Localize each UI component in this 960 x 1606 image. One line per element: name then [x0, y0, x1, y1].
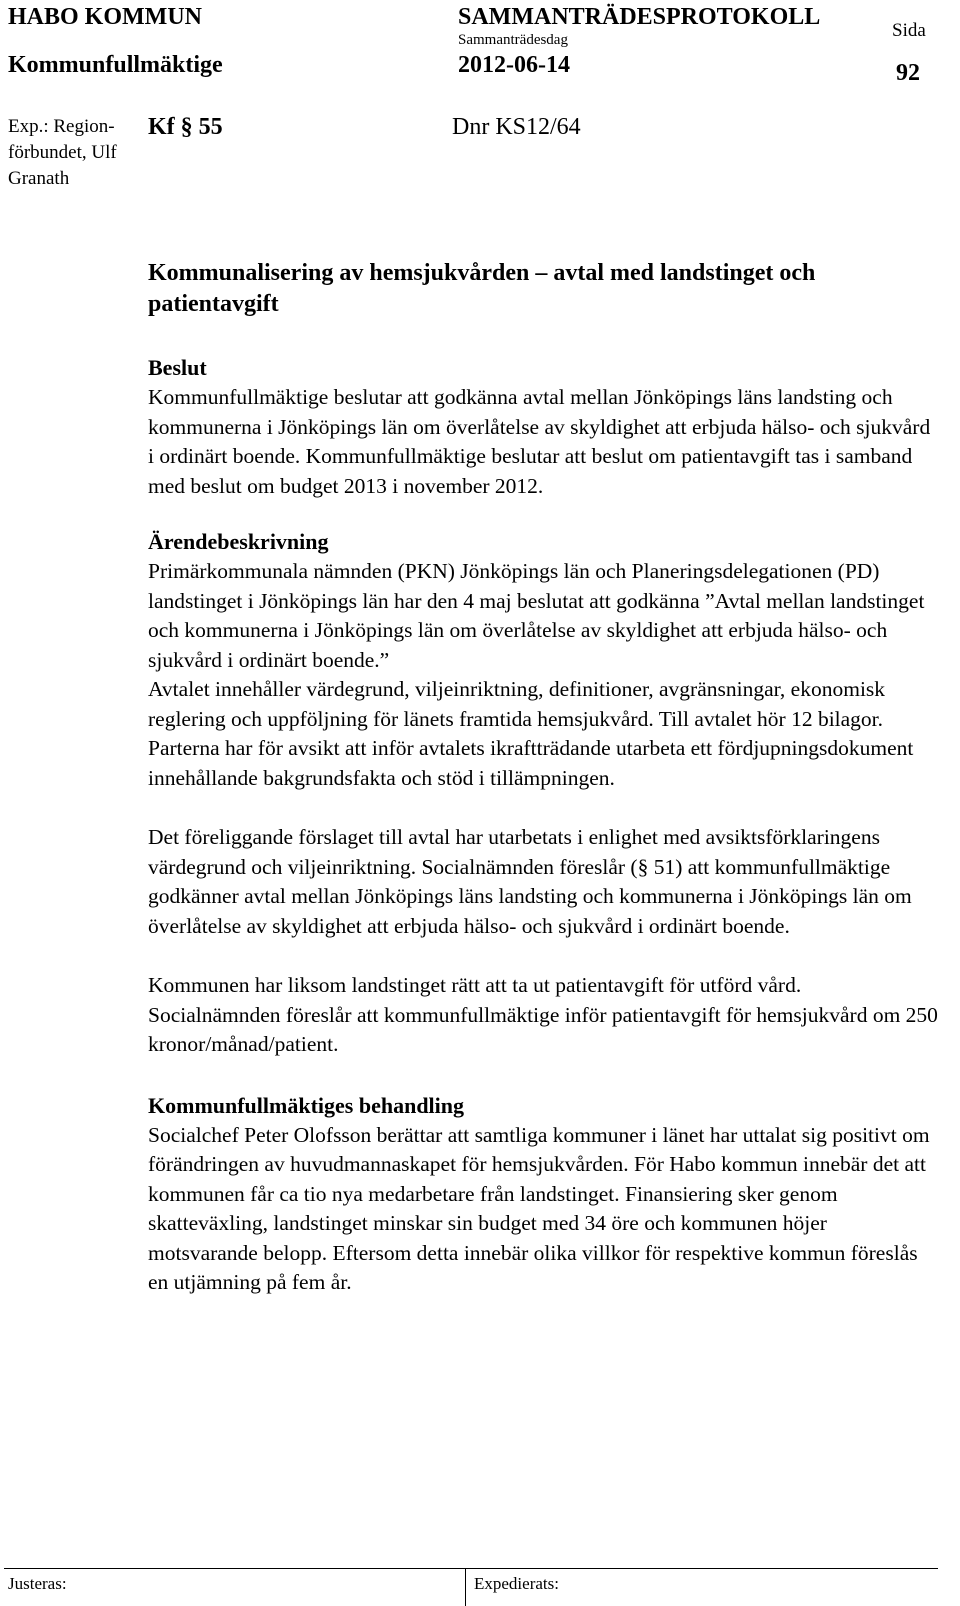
diary-number: Dnr KS12/64 — [452, 114, 581, 140]
council-handling-text: Socialchef Peter Olofsson berättar att samtliga kommuner i länet har uttalat sig positivt om förändringen av huvudmannaskapet för hemsjukvården. För Habo kommun innebär det att kommunen får ca tio nya medarbetare från landstinget. Finansiering sker genom skatteväxling, landstinget minskar sin budget med 34 öre och kommunen höjer motsvarande belopp. Eftersom detta innebär olika villkor för respektive kommun föreslås en utjämning på fem år. — [148, 1122, 930, 1294]
footer-column-divider — [465, 1568, 466, 1606]
council-handling-heading: Kommunfullmäktiges behandling — [148, 1092, 465, 1118]
page-number: 92 — [896, 60, 920, 86]
expedition-note: Exp.: Region-förbundet, Ulf Granath — [8, 116, 117, 189]
page-title: Kommunalisering av hemsjukvården – avtal med landstinget och patientavgift — [148, 260, 816, 317]
protocol-body — [148, 352, 938, 1298]
case-description-heading: Ärendebeskrivning — [148, 529, 329, 554]
case-paragraph-1: Primärkommunala nämnden (PKN) Jönköpings län och Planeringsdelegationen (PD) landstinget i Jönköpings län har den 4 maj beslutat att godkänna ”Avtal mellan landstinget och kommunerna i Jönköpings län om överlåtelse av skyldighet att erbjuda hälso- och sjukvård i ordinärt boende.” — [148, 559, 925, 672]
decision-text: Kommunfullmäktige beslutar att godkänna avtal mellan Jönköpings läns landsting och kommunerna i Jönköpings län om överlåtelse av skyldighet att erbjuda hälso- och sjukvård i ordinärt boende. Kommunfullmäktige beslutar att beslut om patientavgift tas i samband med beslut om budget 2013 i november 2012. — [148, 385, 931, 498]
page-label: Sida — [892, 20, 926, 41]
organization-name: HABO KOMMUN — [8, 4, 202, 30]
footer-divider — [4, 1568, 938, 1569]
paragraph-reference: Kf § 55 — [148, 114, 223, 140]
meeting-date-label: Sammanträdesdag — [458, 32, 568, 48]
expedierats-label: Expedierats: — [474, 1574, 559, 1593]
document-type: SAMMANTRÄDESPROTOKOLL — [458, 4, 821, 30]
case-paragraph-2: Avtalet innehåller värdegrund, viljeinriktning, definitioner, avgränsningar, ekonomisk reglering och uppföljning för länets framtida hemsjukvård. Till avtalet hör 12 bilagor. Parterna har för avsikt att inför avtalets ikraftträdande utarbeta ett fördjupningsdokument innehållande bakgrundsfakta och stöd i tillämpningen. — [148, 677, 914, 790]
case-paragraph-4: Kommunen har liksom landstinget rätt att ta ut patientavgift för utförd vård. Socialnämnden föreslår att kommunfullmäktige inför patientavgift för hemsjukvård om 250 kronor/månad/patient. — [148, 973, 938, 1056]
decision-heading: Beslut — [148, 355, 207, 380]
decision-body: Kommunfullmäktige — [8, 52, 223, 78]
meeting-date: 2012-06-14 — [458, 52, 570, 78]
case-paragraph-3: Det föreliggande förslaget till avtal har utarbetats i enlighet med avsiktsförklaringens värdegrund och viljeinriktning. Socialnämnden föreslår (§ 51) att kommunfullmäktige godkänner avtal mellan Jönköpings läns landsting och kommunerna i Jönköpings län om överlåtelse av skyldighet att erbjuda hälso- och sjukvård i ordinärt boende. — [148, 825, 912, 938]
justeras-label: Justeras: — [8, 1574, 67, 1593]
